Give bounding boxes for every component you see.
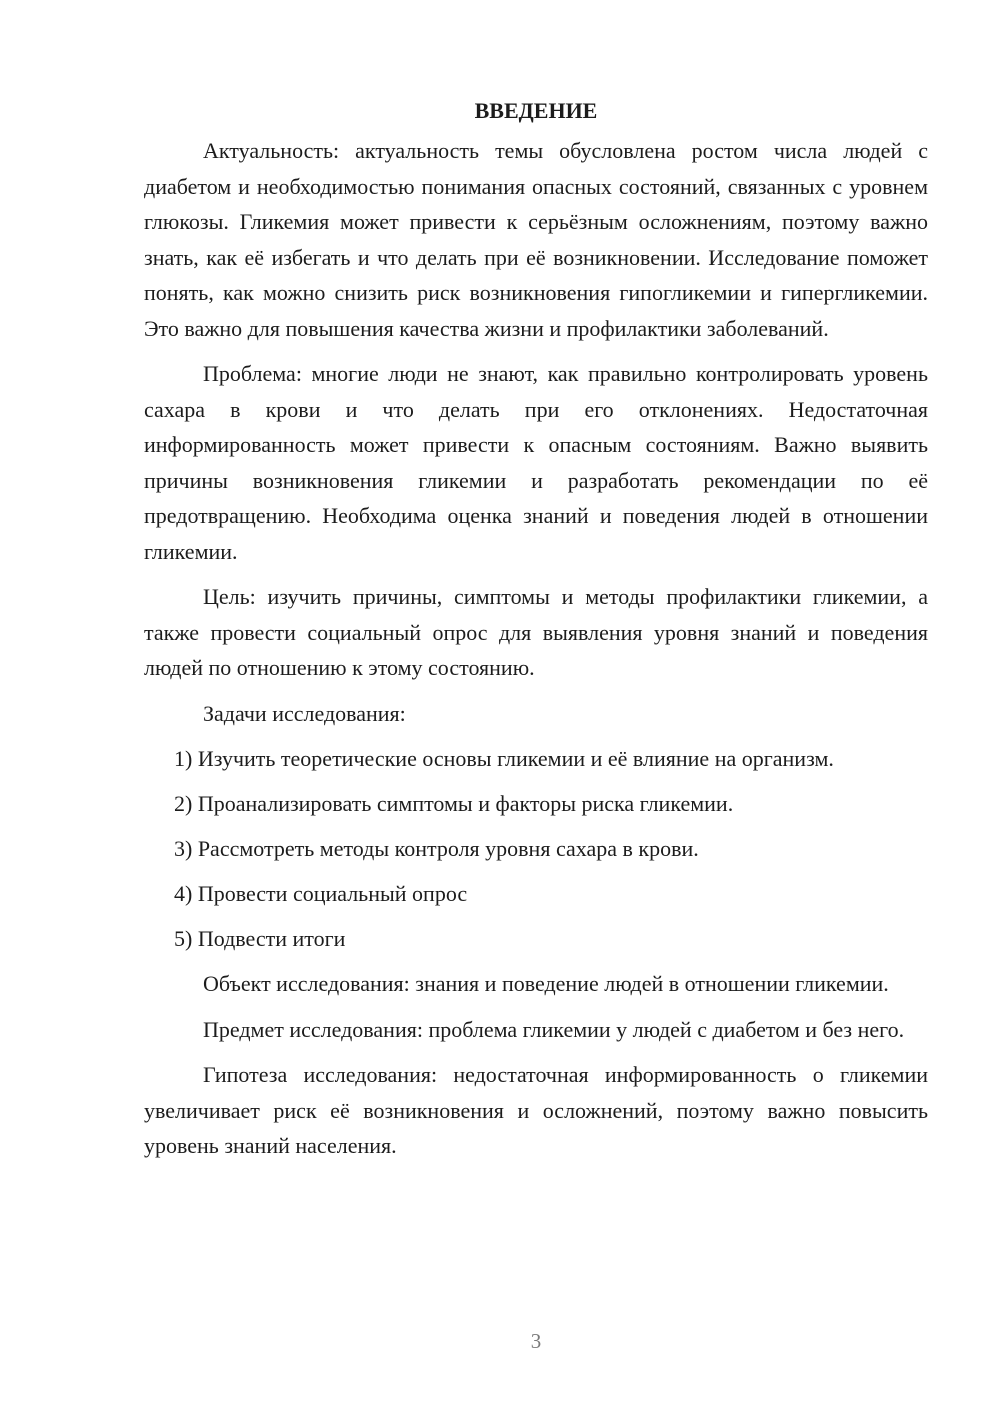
- document-page: [144, 93, 928, 1164]
- list-item: 5) Подвести итоги: [174, 926, 346, 951]
- list-item: 3) Рассмотреть методы контроля уровня сахара в крови.: [174, 836, 699, 861]
- paragraph-goal: Цель: изучить причины, симптомы и методы профилактики гликемии, а также провести социальный опрос для выявления уровня знаний и поведения людей по отношению к этому состоянию.: [144, 584, 928, 680]
- tasks-heading: Задачи исследования:: [203, 700, 406, 726]
- paragraph-subject: Предмет исследования: проблема гликемии у людей с диабетом и без него.: [203, 1016, 905, 1042]
- page-title: ВВЕДЕНИЕ: [474, 98, 598, 123]
- paragraph-relevance: Актуальность: актуальность темы обусловлена ростом числа людей с диабетом и необходимостью понимания опасных состояний, связанных с уровнем глюкозы. Гликемия может привести к серьёзным осложнениям, поэтому важно знать, как её избегать и что делать при её возникновении. Исследование поможет понять, как можно снизить риск возникновения гипогликемии и гипергликемии. Это важно для повышения качества жизни и профилактики заболеваний.: [144, 138, 928, 341]
- paragraph-object: Объект исследования: знания и поведение людей в отношении гликемии.: [203, 971, 889, 996]
- paragraph-problem: Проблема: многие люди не знают, как правильно контролировать уровень сахара в крови и что делать при его отклонениях. Недостаточная информированность может привести к опасным состояниям. Важно выявить причины возникновения гликемии и разработать рекомендации по её предотвращению. Необходима оценка знаний и поведения людей в отношении гликемии.: [144, 361, 928, 564]
- list-item: 4) Провести социальный опрос: [174, 881, 468, 906]
- list-item: 1) Изучить теоретические основы гликемии и её влияние на организм.: [174, 746, 834, 771]
- tasks-list: [144, 741, 928, 956]
- list-item: 2) Проанализировать симптомы и факторы риска гликемии.: [174, 791, 734, 816]
- page-number: 3: [530, 1329, 542, 1353]
- paragraph-hypothesis: Гипотеза исследования: недостаточная информированность о гликемии увеличивает риск её возникновения и осложнений, поэтому важно повысить уровень знаний населения.: [144, 1062, 928, 1158]
